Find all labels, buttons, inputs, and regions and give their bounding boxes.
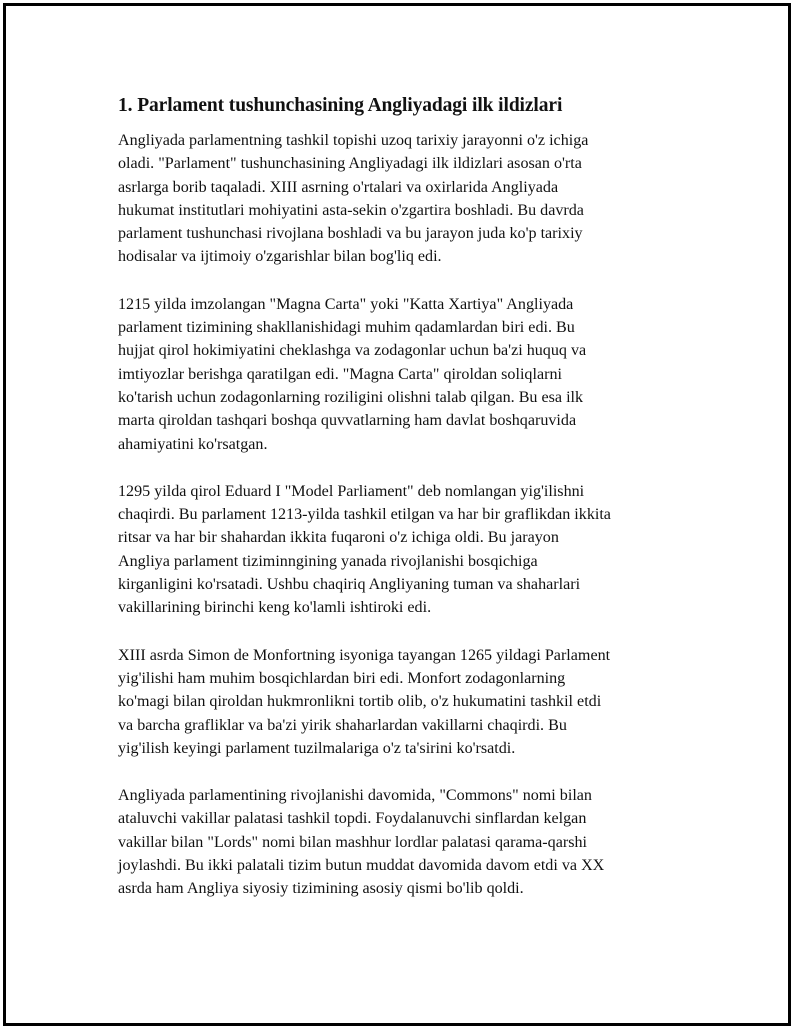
paragraph-line: kirganligini ko'rsatadi. Ushbu chaqiriq Angliyaning tuman va shaharlari xyxy=(118,576,581,594)
paragraph-line: Angliyada parlamentning tashkil topishi uzoq tarixiy jarayonni o'z ichiga xyxy=(118,132,589,149)
paragraph-line: ko'magi bilan qiroldan hukmronlikni tortib olib, o'z hukumatini tashkil etdi xyxy=(118,693,602,711)
section-heading: 1. Parlament tushunchasining Angliyadagi ilk ildizlari xyxy=(118,95,563,116)
paragraph-line: oladi. "Parlament" tushunchasining Angliyadagi ilk ildizlari asosan o'rta xyxy=(118,155,582,173)
paragraph-line: marta qiroldan tashqari boshqa quvvatlarning ham davlat boshqaruvida xyxy=(118,412,577,430)
paragraph-line: hujjat qirol hokimiyatini cheklashga va zodagonlar uchun ba'zi huquq va xyxy=(118,342,587,360)
document-body xyxy=(118,94,698,925)
paragraph-line: ahamiyatini ko'rsatgan. xyxy=(118,435,268,453)
paragraph-2 xyxy=(118,293,698,456)
paragraph-line: asrda ham Angliya siyosiy tizimining asosiy qismi bo'lib qoldi. xyxy=(118,880,524,898)
paragraph-line: hukumat institutlari mohiyatini asta-sekin o'zgartira boshladi. Bu davrda xyxy=(118,201,584,219)
paragraph-line: vakillarining birinchi keng ko'lamli ishtiroki edi. xyxy=(118,599,432,617)
paragraph-line: yig'ilishi ham muhim bosqichlardan biri edi. Monfort zodagonlarning xyxy=(118,669,566,687)
paragraph-line: va barcha grafliklar va ba'zi yirik shaharlardan vakillarni chaqirdi. Bu xyxy=(118,716,567,734)
paragraph-1 xyxy=(118,129,698,269)
paragraph-line: XIII asrda Simon de Monfortning isyoniga tayangan 1265 yildagi Parlament xyxy=(118,646,611,664)
paragraph-line: vakillar bilan "Lords" nomi bilan mashhur lordlar palatasi qarama-qarshi xyxy=(118,833,587,851)
paragraph-line: ritsar va har bir shahardan ikkita fuqaroni o'z ichiga oldi. Bu jarayon xyxy=(118,529,559,547)
paragraph-line: asrlarga borib taqaladi. XIII asrning o'rtalari va oxirlarida Angliyada xyxy=(118,178,559,196)
paragraph-line: Angliya parlament tiziminngining yanada rivojlanishi bosqichiga xyxy=(118,552,538,570)
paragraph-line: ko'tarish uchun zodagonlarning roziligini olishni talab qilgan. Bu esa ilk xyxy=(118,388,584,406)
paragraph-line: parlament tushunchasi rivojlana boshladi va bu jarayon juda ko'p tarixiy xyxy=(118,225,583,243)
paragraph-line: Angliyada parlamentining rivojlanishi davomida, "Commons" nomi bilan xyxy=(118,787,592,805)
paragraph-line: joylashdi. Bu ikki palatali tizim butun muddat davomida davom etdi va XX xyxy=(118,857,605,875)
paragraph-line: hodisalar va ijtimoiy o'zgarishlar bilan bog'liq edi. xyxy=(118,248,442,266)
paragraph-line: 1215 yilda imzolangan "Magna Carta" yoki "Katta Xartiya" Angliyada xyxy=(118,295,574,313)
paragraph-line: 1295 yilda qirol Eduard I "Model Parliament" deb nomlangan yig'ilishni xyxy=(118,482,585,500)
paragraph-4 xyxy=(118,644,698,760)
paragraph-5 xyxy=(118,784,698,900)
paragraph-line: parlament tizimining shakllanishidagi muhim qadamlardan biri edi. Bu xyxy=(118,319,575,337)
paragraph-line: yig'ilish keyingi parlament tuzilmalariga o'z ta'sirini ko'rsatdi. xyxy=(118,739,516,757)
paragraph-line: chaqirdi. Bu parlament 1213-yilda tashkil etilgan va har bir graflikdan ikkita xyxy=(118,506,611,524)
paragraph-3 xyxy=(118,480,698,620)
paragraph-line: imtiyozlar berishga qaratilgan edi. "Magna Carta" qiroldan soliqlarni xyxy=(118,365,562,383)
paragraph-line: ataluvchi vakillar palatasi tashkil topdi. Foydalanuvchi sinflardan kelgan xyxy=(118,810,587,828)
